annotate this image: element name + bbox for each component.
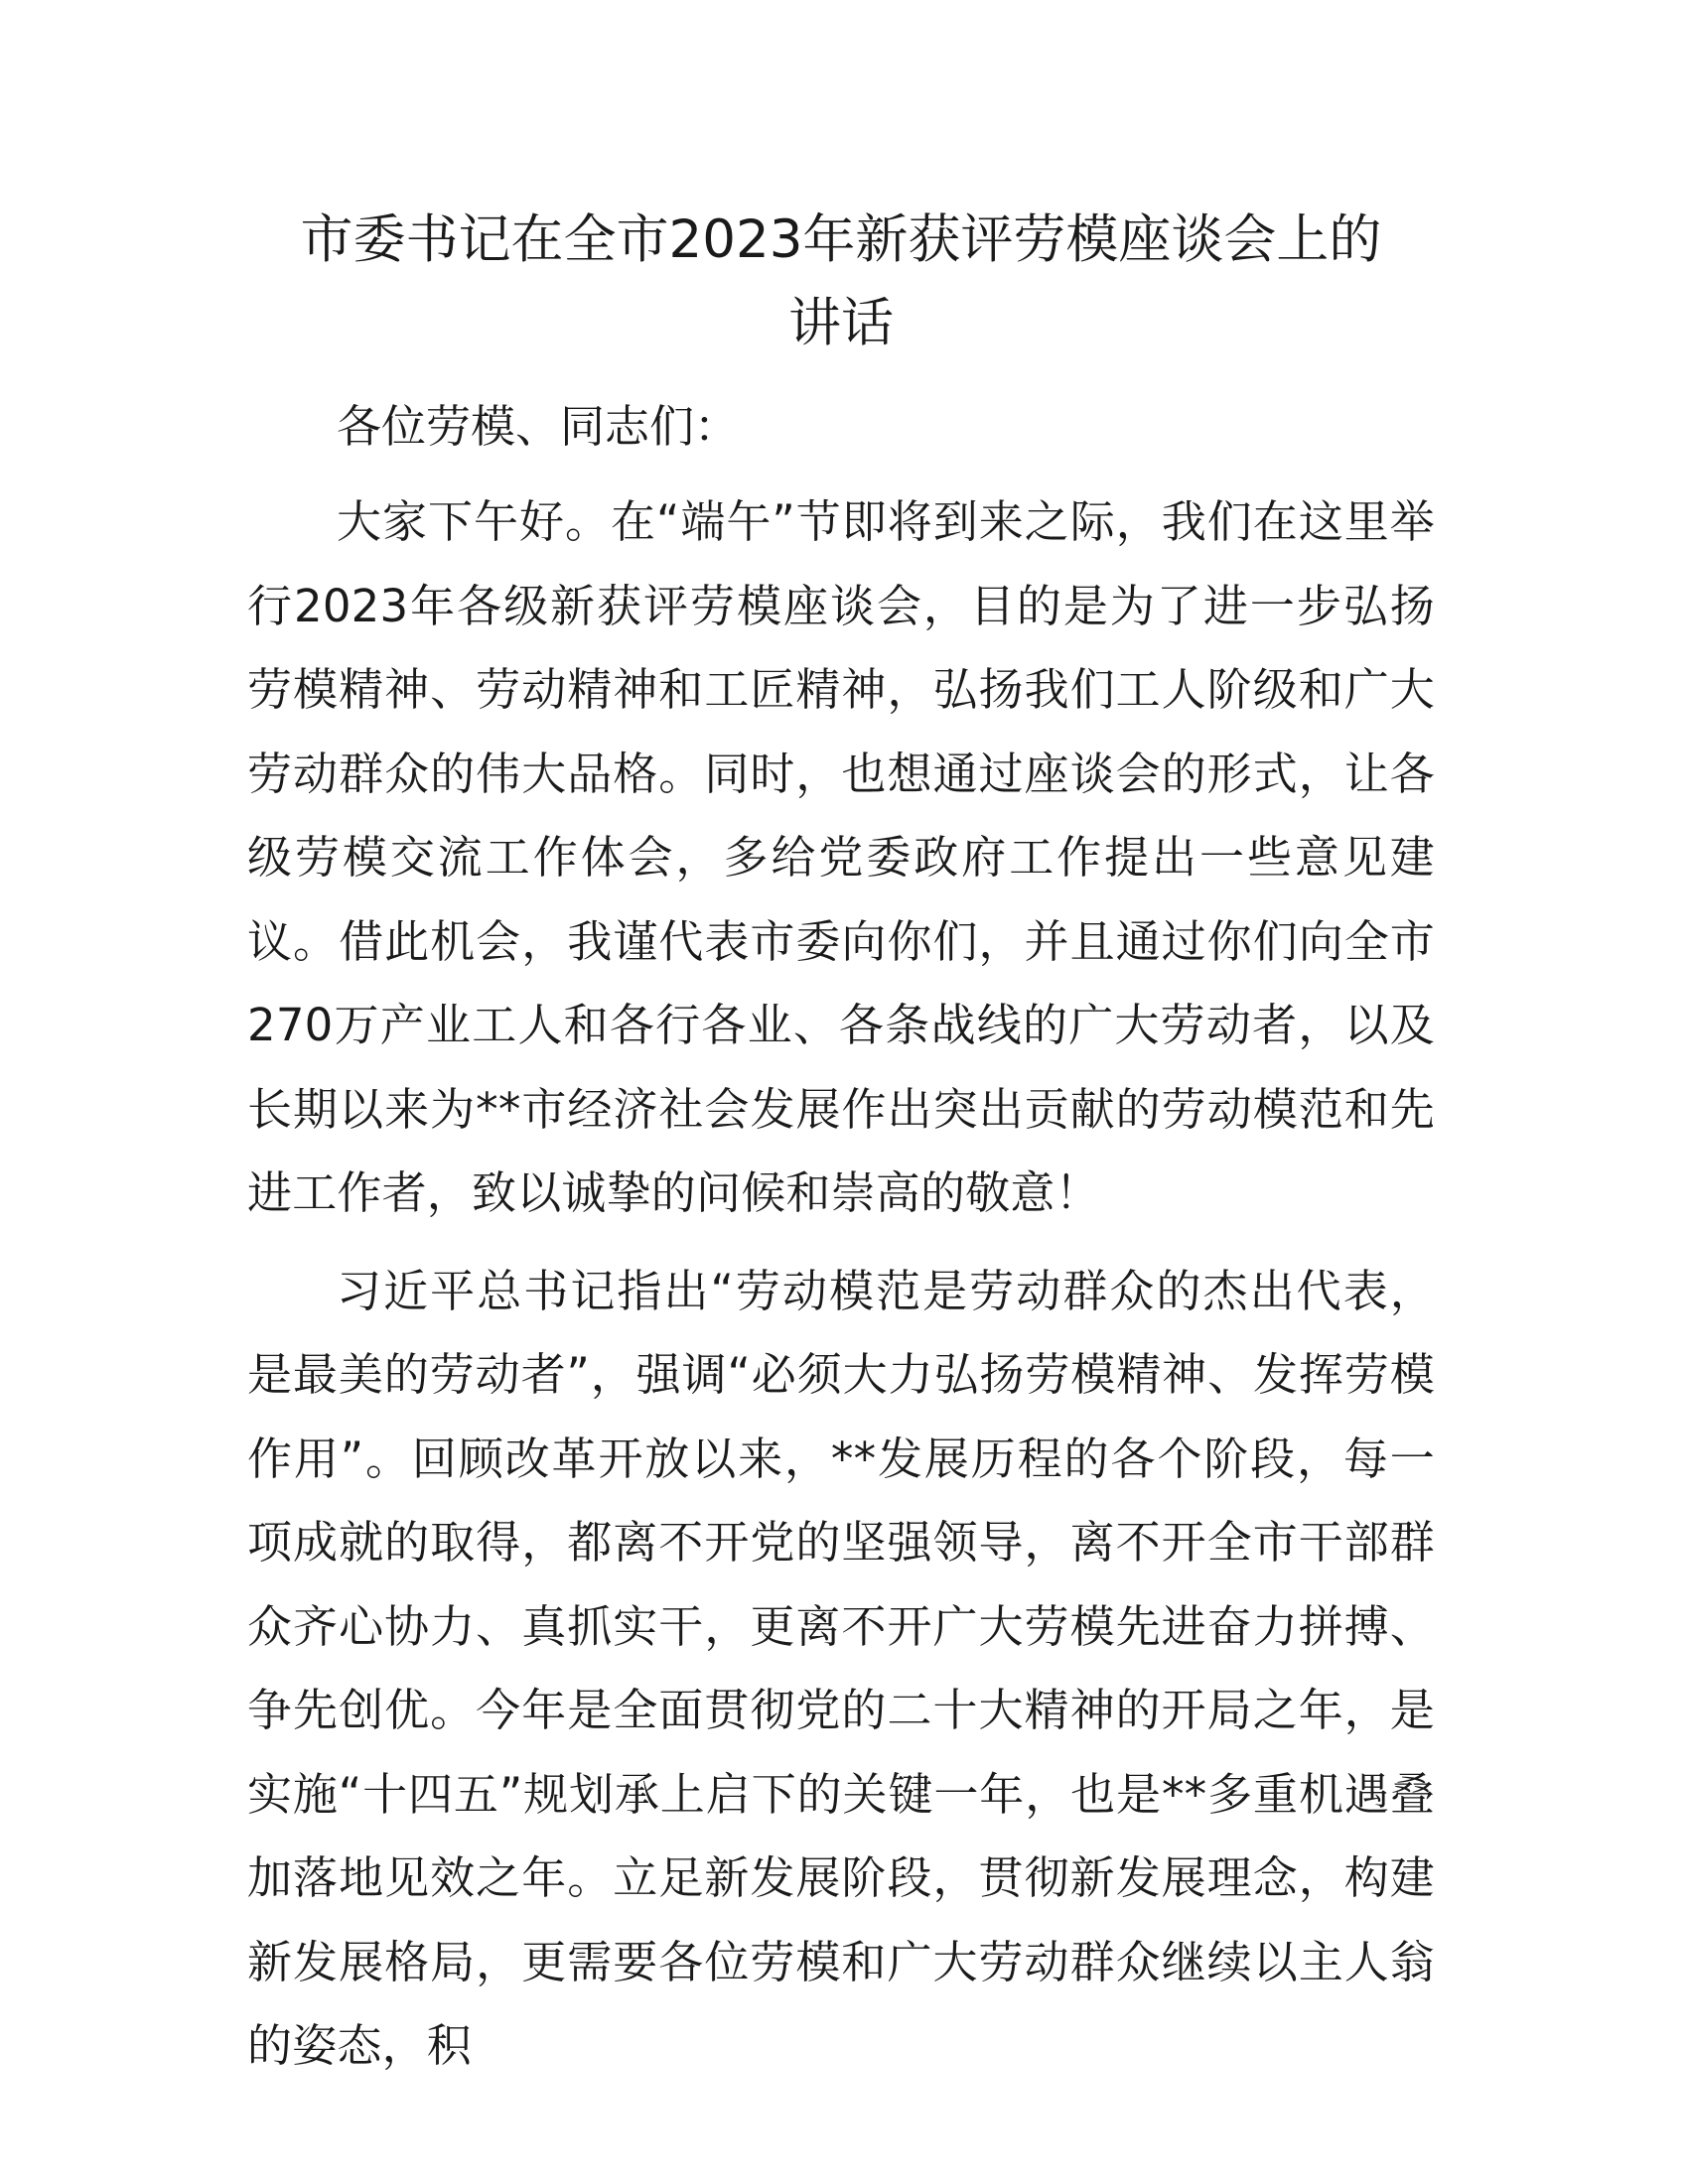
- document-page: [247, 199, 1435, 2089]
- document-title: [247, 199, 1435, 365]
- salutation: 各位劳模、同志们：: [337, 400, 740, 453]
- body-paragraph-1: 大家下午好。在“端午”节即将到来之际，我们在这里举行2023年各级新获评劳模座谈会，目的是为了进一步弘扬劳模精神、劳动精神和工匠精神，弘扬我们工人阶级和广大劳动群众的伟大品格。同时，也想通过座谈会的形式，让各级劳模交流工作体会，多给党委政府工作提出一些意见建议。借此机会，我谨代表市委向你们，并且通过你们向全市270万产业工人和各行各业、各条战线的广大劳动者，以及长期以来为**市经济社会发展作出突出贡献的劳动模范和先进工作者，致以诚挚的问候和崇高的敬意！: [247, 495, 1435, 1219]
- body-paragraph-2: 习近平总书记指出“劳动模范是劳动群众的杰出代表，是最美的劳动者”，强调“必须大力弘扬劳模精神、发挥劳模作用”。回顾改革开放以来，**发展历程的各个阶段，每一项成就的取得，都离不开党的坚强领导，离不开全市干部群众齐心协力、真抓实干，更离不开广大劳模先进奋力拼搏、争先创优。今年是全面贯彻党的二十大精神的开局之年，是实施“十四五”规划承上启下的关键一年，也是**多重机遇叠加落地见效之年。立足新发展阶段，贯彻新发展理念，构建新发展格局，更需要各位劳模和广大劳动群众继续以主人翁的姿态，积: [247, 1264, 1435, 2072]
- document-title-line-1: 市委书记在全市2023年新获评劳模座谈会上的: [300, 209, 1382, 270]
- document-title-line-2: 讲话: [788, 293, 894, 353]
